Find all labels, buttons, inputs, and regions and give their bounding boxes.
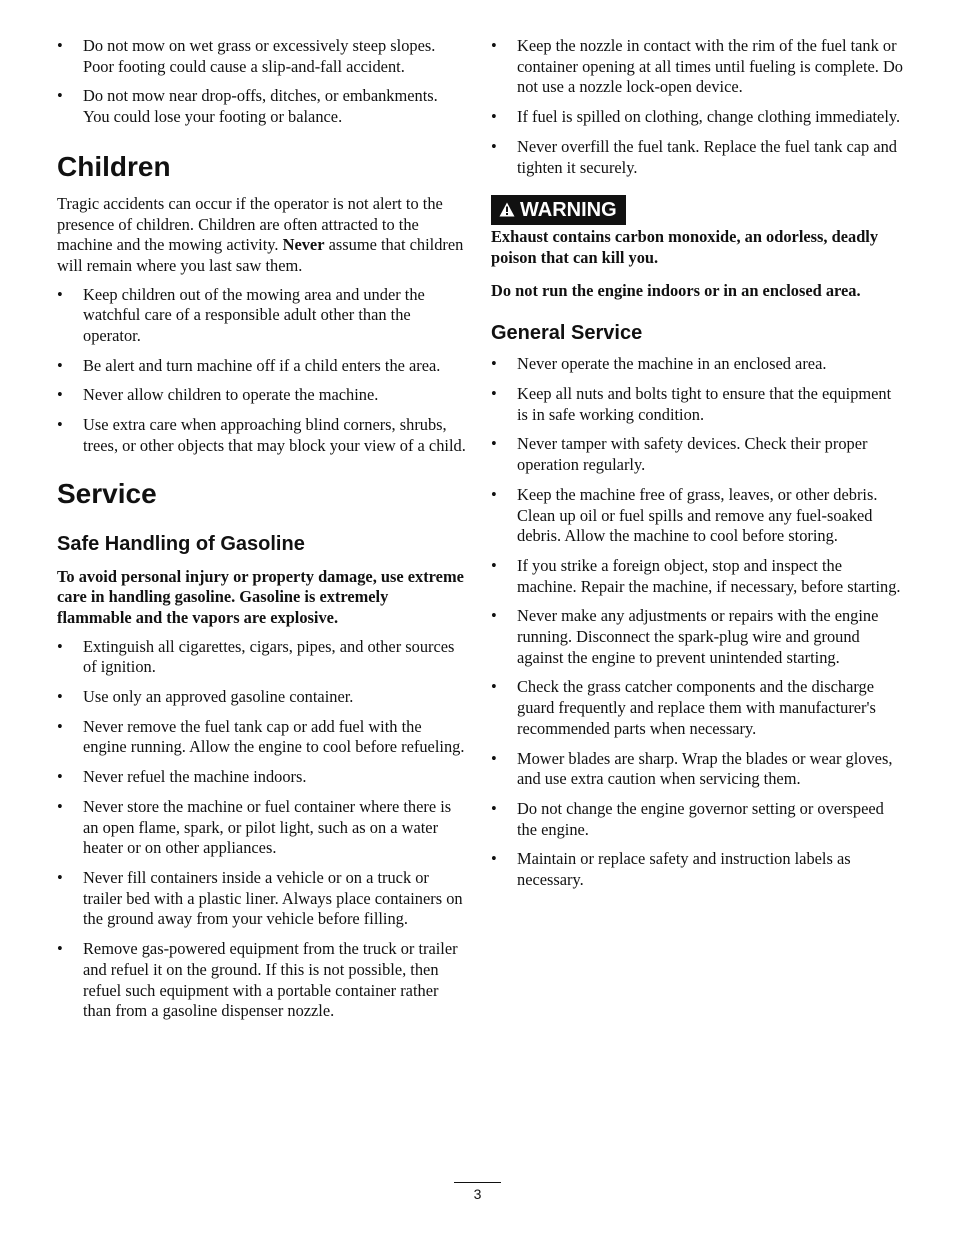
list-item (491, 849, 903, 890)
list-item-text: Mower blades are sharp. Wrap the blades or wear gloves, and use extra caution when servicing them. (517, 748, 893, 789)
bullet-glyph: • (491, 434, 497, 454)
gasoline-bullet-list (57, 637, 467, 1022)
intro-bullet-list (57, 36, 467, 128)
general-service-bullet-list (491, 354, 903, 890)
warning-triangle-icon (499, 202, 515, 217)
list-item-text: Keep the nozzle in contact with the rim of the fuel tank or container opening at all times until fueling is complete. Do not use a nozzle lock-open device. (517, 36, 903, 97)
list-item (491, 137, 903, 178)
warning-block (491, 195, 903, 301)
list-item (491, 384, 903, 425)
list-item (57, 767, 467, 788)
bullet-glyph: • (57, 716, 63, 736)
general-service-heading: General Service (491, 322, 643, 345)
bullet-glyph: • (491, 36, 497, 55)
children-paragraph-emphasis: Never (282, 235, 325, 255)
list-item (57, 939, 467, 1022)
list-item-text: Never remove the fuel tank cap or add fuel with the engine running. Allow the engine to cool before refueling. (83, 716, 465, 757)
list-item-text: Never operate the machine in an enclosed area. (517, 354, 827, 374)
bullet-glyph: • (491, 677, 497, 697)
bullet-glyph: • (57, 767, 63, 787)
list-item-text: If you strike a foreign object, stop and inspect the machine. Repair the machine, if necessary, before starting. (517, 555, 901, 596)
list-item (57, 868, 467, 930)
left-column (57, 36, 467, 1031)
list-item-text: Never allow children to operate the machine. (83, 385, 379, 405)
list-item (491, 434, 903, 475)
list-item (57, 36, 467, 77)
list-item-text: Keep children out of the mowing area and under the watchful care of a responsible adult other than the operator. (83, 284, 425, 346)
bullet-glyph: • (57, 796, 63, 816)
bullet-glyph: • (57, 284, 63, 304)
list-item-text: Never overfill the fuel tank. Replace the fuel tank cap and tighten it securely. (517, 136, 898, 177)
right-column (491, 36, 903, 900)
bullet-glyph: • (491, 849, 497, 869)
bullet-glyph: • (57, 415, 63, 435)
list-item-text: Maintain or replace safety and instruction labels as necessary. (517, 849, 851, 890)
bullet-glyph: • (491, 136, 497, 156)
service-heading: Service (57, 477, 157, 509)
bullet-glyph: • (491, 555, 497, 575)
list-item (491, 749, 903, 790)
list-item (57, 717, 467, 758)
bullet-glyph: • (491, 107, 497, 127)
list-item (491, 107, 903, 128)
list-item-text: Use extra care when approaching blind corners, shrubs, trees, or other objects that may block your view of a child. (83, 415, 466, 455)
bullet-glyph: • (57, 355, 63, 375)
list-item-text: Do not mow near drop-offs, ditches, or embankments. You could lose your footing or balance. (83, 86, 438, 127)
warning-text-1: Exhaust contains carbon monoxide, an odorless, deadly poison that can kill you. (491, 227, 879, 267)
list-item-text: Do not change the engine governor setting or overspeed the engine. (517, 798, 884, 839)
bullet-glyph: • (57, 36, 63, 55)
bullet-glyph: • (57, 86, 63, 106)
bullet-glyph: • (57, 939, 63, 959)
list-item (57, 415, 467, 456)
children-paragraph-end: assume that children will remain where you last saw them. (57, 235, 464, 275)
list-item-text: Do not mow on wet grass or excessively steep slopes. Poor footing could cause a slip-and-fall accident. (83, 36, 436, 76)
list-item-text: If fuel is spilled on clothing, change clothing immediately. (517, 107, 901, 127)
children-paragraph (57, 194, 467, 277)
list-item (491, 606, 903, 668)
list-item (57, 385, 467, 406)
safe-handling-gasoline-heading: Safe Handling of Gasoline (57, 532, 305, 555)
list-item (491, 677, 903, 739)
list-item (57, 285, 467, 347)
bullet-glyph: • (491, 748, 497, 768)
list-item-text: Extinguish all cigarettes, cigars, pipes, and other sources of ignition. (83, 636, 455, 677)
children-bullet-list (57, 285, 467, 457)
list-item-text: Never store the machine or fuel container where there is an open flame, spark, or pilot light, such as on a water heater or on other appliances. (83, 796, 452, 858)
list-item (491, 799, 903, 840)
list-item-text: Be alert and turn machine off if a child enters the area. (83, 355, 441, 375)
list-item (57, 687, 467, 708)
warning-text-2: Do not run the engine indoors or in an enclosed area. (491, 280, 861, 300)
children-paragraph-start: Tragic accidents can occur if the operator is not alert to the presence of children. Children are often attracted to the machine and the mowing activity. (57, 193, 443, 255)
list-item-text: Never make any adjustments or repairs with the engine running. Disconnect the spark-plug wire and ground against the engine to prevent unintended starting. (517, 606, 879, 667)
list-item (57, 356, 467, 377)
list-item-text: Never fill containers inside a vehicle or on a truck or trailer bed with a plastic liner. Always place containers on the ground away from your vehicle before filling. (83, 867, 463, 929)
page-number: 3 (473, 1186, 482, 1202)
list-item-text: Never tamper with safety devices. Check their proper operation regularly. (517, 434, 868, 475)
bullet-glyph: • (57, 867, 63, 887)
warning-label-box (491, 195, 626, 225)
fuel-bullet-list (491, 36, 903, 178)
bullet-glyph: • (491, 798, 497, 818)
list-item-text: Keep the machine free of grass, leaves, or other debris. Clean up oil or fuel spills and remove any fuel-soaked debris. Allow the machine to cool before storing. (517, 484, 878, 546)
list-item (491, 354, 903, 375)
list-item-text: Use only an approved gasoline container. (83, 687, 354, 707)
children-heading: Children (57, 150, 171, 182)
bullet-glyph: • (491, 354, 497, 374)
bullet-glyph: • (491, 484, 497, 504)
list-item (491, 556, 903, 597)
bullet-glyph: • (491, 384, 497, 404)
bullet-glyph: • (491, 606, 497, 626)
bullet-glyph: • (57, 687, 63, 707)
list-item-text: Check the grass catcher components and the discharge guard frequently and replace them with manufacturer's recommended parts when necessary. (517, 677, 876, 738)
warning-label: WARNING (520, 199, 617, 222)
list-item (57, 86, 467, 127)
gasoline-warning-paragraph: To avoid personal injury or property damage, use extreme care in handling gasoline. Gasoline is extremely flammable and the vapors are explosive. (57, 566, 464, 627)
bullet-glyph: • (57, 385, 63, 405)
list-item (491, 485, 903, 547)
list-item (491, 36, 903, 98)
bullet-glyph: • (57, 636, 63, 656)
list-item-text: Keep all nuts and bolts tight to ensure that the equipment is in safe working condition. (517, 384, 892, 424)
list-item-text: Remove gas-powered equipment from the truck or trailer and refuel it on the ground. If this is not possible, then refuel such equipment with a portable container rather than from a gasoline dispenser nozzle. (83, 939, 458, 1021)
page-number-rule (454, 1182, 501, 1183)
list-item (57, 637, 467, 678)
list-item (57, 797, 467, 859)
list-item-text: Never refuel the machine indoors. (83, 767, 307, 787)
